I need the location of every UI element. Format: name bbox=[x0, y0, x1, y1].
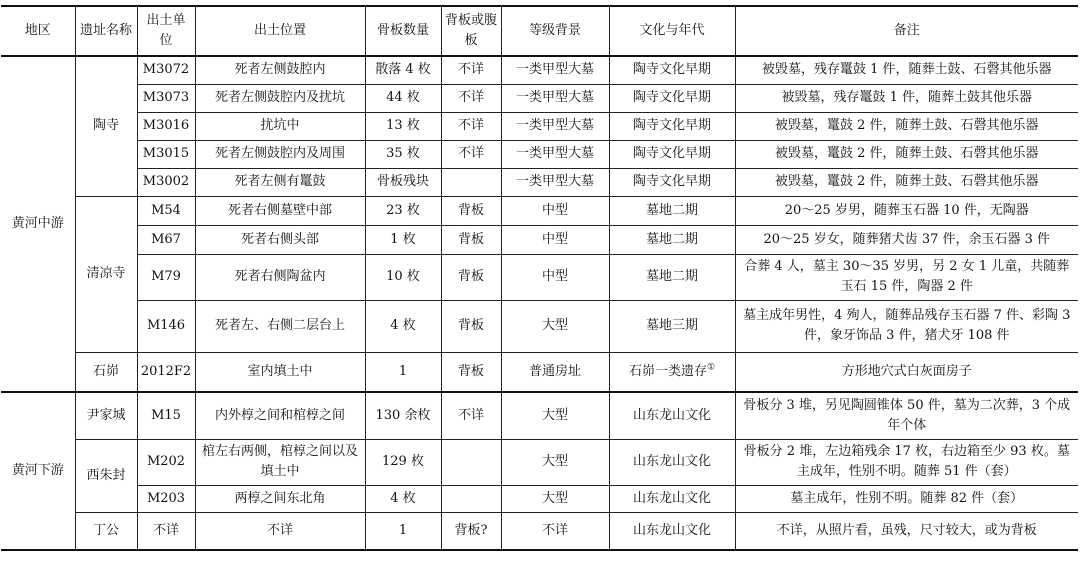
notes-cell bbox=[735, 392, 1078, 439]
table-row bbox=[1, 225, 1078, 254]
table-row bbox=[1, 196, 1078, 225]
plate-type-cell bbox=[441, 485, 501, 512]
culture-cell-text: 陶寺文化早期 bbox=[632, 174, 711, 189]
table-body bbox=[1, 56, 1078, 550]
table-row bbox=[1, 352, 1078, 392]
position-cell bbox=[195, 196, 365, 225]
region-cell: 黄河中游 bbox=[1, 56, 75, 392]
unit-cell-text: M15 bbox=[151, 407, 181, 423]
grade-cell bbox=[501, 485, 609, 512]
culture-cell-text: 墓地三期 bbox=[645, 318, 698, 333]
table-row bbox=[1, 56, 1078, 84]
site-name-cell: 清凉寺 bbox=[75, 196, 137, 352]
plate-type-cell-text: 背板 bbox=[457, 202, 484, 218]
notes-cell bbox=[735, 254, 1078, 300]
position-cell-text: 死者左、右侧二层台上 bbox=[214, 318, 345, 333]
table-row bbox=[1, 485, 1078, 512]
count-cell bbox=[365, 254, 441, 300]
notes-cell-text: 骨板分 2 堆，左边箱残余 17 枚，右边箱至少 93 枚。墓主成年，性别不明。随葬 51 件（套） bbox=[743, 444, 1070, 479]
grade-cell-text: 大型 bbox=[541, 490, 568, 506]
unit-cell bbox=[137, 512, 195, 550]
position-cell-text: 死者右侧墓壁中部 bbox=[227, 202, 332, 218]
unit-cell-text: M79 bbox=[151, 269, 181, 284]
unit-cell bbox=[137, 254, 195, 300]
notes-cell-text: 被毁墓，残存鼍鼓 1 件，随葬土鼓其他乐器 bbox=[781, 90, 1033, 105]
culture-cell bbox=[609, 352, 735, 392]
notes-cell-text: 被毁墓，鼍鼓 2 件，随葬土鼓、石磬其他乐器 bbox=[774, 174, 1039, 189]
grade-cell-text: 一类甲型大墓 bbox=[515, 146, 594, 161]
unit-cell bbox=[137, 392, 195, 439]
count-cell-text: 4 枚 bbox=[390, 490, 416, 506]
plate-type-cell bbox=[441, 439, 501, 485]
position-cell bbox=[195, 352, 365, 392]
position-cell bbox=[195, 512, 365, 550]
notes-cell-text: 被毁墓，鼍鼓 2 件，随葬土鼓、石磬其他乐器 bbox=[774, 146, 1039, 161]
plate-type-cell-text: 不详 bbox=[457, 62, 484, 78]
culture-cell-text: 山东龙山文化 bbox=[632, 490, 711, 506]
site-name-cell: 尹家城 bbox=[75, 392, 137, 439]
count-cell-text: 35 枚 bbox=[386, 146, 420, 161]
notes-cell bbox=[735, 112, 1078, 140]
count-cell bbox=[365, 512, 441, 550]
header-region: 地区 bbox=[1, 6, 75, 56]
culture-cell-text: 陶寺文化早期 bbox=[632, 62, 711, 78]
count-cell-text: 骨板残块 bbox=[376, 174, 429, 189]
notes-cell-text: 20～25 岁女，随葬猪犬齿 37 件，余玉石器 3 件 bbox=[763, 231, 1051, 247]
grade-cell bbox=[501, 392, 609, 439]
unit-cell bbox=[137, 112, 195, 140]
notes-cell-text: 被毁墓，残存鼍鼓 1 件，随葬土鼓、石磬其他乐器 bbox=[761, 62, 1052, 78]
plate-type-cell-text: 背板 bbox=[457, 231, 484, 247]
grade-cell-text: 一类甲型大墓 bbox=[515, 90, 594, 105]
count-cell bbox=[365, 439, 441, 485]
count-cell bbox=[365, 56, 441, 84]
grade-cell-text: 中型 bbox=[541, 231, 568, 247]
plate-type-cell-text: 不详 bbox=[457, 407, 484, 423]
table-row bbox=[1, 512, 1078, 550]
plate-type-cell-text: 不详 bbox=[457, 118, 484, 133]
count-cell bbox=[365, 225, 441, 254]
position-cell bbox=[195, 84, 365, 112]
notes-cell-text: 不详，从照片看，虽残，尺寸较大，或为背板 bbox=[776, 522, 1037, 538]
plate-type-cell bbox=[441, 196, 501, 225]
position-cell bbox=[195, 300, 365, 352]
grade-cell-text: 大型 bbox=[541, 407, 568, 423]
header-position: 出土位置 bbox=[195, 6, 365, 56]
grade-cell bbox=[501, 112, 609, 140]
site-name-cell: 陶寺 bbox=[75, 56, 137, 196]
position-cell bbox=[195, 485, 365, 512]
notes-cell bbox=[735, 485, 1078, 512]
culture-cell-text: 山东龙山文化 bbox=[632, 407, 711, 423]
header-grade: 等级背景 bbox=[501, 6, 609, 56]
unit-cell bbox=[137, 485, 195, 512]
footnote-mark: ① bbox=[706, 362, 716, 373]
unit-cell bbox=[137, 56, 195, 84]
position-cell-text: 死者左侧有鼍鼓 bbox=[234, 174, 326, 189]
count-cell bbox=[365, 196, 441, 225]
unit-cell bbox=[137, 168, 195, 196]
grade-cell bbox=[501, 439, 609, 485]
count-cell-text: 10 枚 bbox=[386, 269, 420, 284]
unit-cell bbox=[137, 439, 195, 485]
count-cell bbox=[365, 352, 441, 392]
plate-type-cell bbox=[441, 225, 501, 254]
grade-cell bbox=[501, 196, 609, 225]
culture-cell-text: 墓地二期 bbox=[645, 202, 698, 218]
unit-cell-text: M67 bbox=[151, 231, 181, 247]
unit-cell bbox=[137, 300, 195, 352]
notes-cell bbox=[735, 352, 1078, 392]
header-unit: 出土单位 bbox=[137, 6, 195, 56]
culture-cell bbox=[609, 196, 735, 225]
position-cell-text: 室内填土中 bbox=[247, 363, 313, 379]
unit-cell bbox=[137, 140, 195, 168]
grade-cell-text: 大型 bbox=[541, 318, 568, 333]
position-cell-text: 两椁之间东北角 bbox=[234, 490, 326, 506]
plate-type-cell-text: 背板 bbox=[457, 269, 484, 284]
position-cell bbox=[195, 168, 365, 196]
culture-cell-text: 山东龙山文化 bbox=[632, 522, 711, 538]
position-cell bbox=[195, 254, 365, 300]
notes-cell-text: 20～25 岁男，随葬玉石器 10 件，无陶器 bbox=[784, 202, 1029, 218]
culture-cell bbox=[609, 439, 735, 485]
table-row bbox=[1, 84, 1078, 112]
culture-cell-text: 陶寺文化早期 bbox=[632, 90, 711, 105]
culture-cell-text: 石峁一类遗存 bbox=[628, 363, 707, 379]
count-cell bbox=[365, 300, 441, 352]
notes-cell bbox=[735, 168, 1078, 196]
grade-cell bbox=[501, 225, 609, 254]
grade-cell-text: 大型 bbox=[541, 454, 568, 469]
grade-cell bbox=[501, 56, 609, 84]
count-cell bbox=[365, 140, 441, 168]
culture-cell bbox=[609, 512, 735, 550]
table-header bbox=[1, 6, 1078, 56]
unit-cell bbox=[137, 352, 195, 392]
notes-cell bbox=[735, 439, 1078, 485]
plate-type-cell-text: 背板 bbox=[457, 318, 484, 333]
unit-cell-text: M146 bbox=[146, 318, 186, 333]
count-cell-text: 1 bbox=[398, 363, 408, 379]
unit-cell-text: M202 bbox=[146, 454, 186, 469]
position-cell bbox=[195, 140, 365, 168]
grade-cell-text: 一类甲型大墓 bbox=[515, 62, 594, 78]
culture-cell bbox=[609, 300, 735, 352]
site-name-cell: 石峁 bbox=[75, 352, 137, 392]
grade-cell bbox=[501, 300, 609, 352]
table-row bbox=[1, 140, 1078, 168]
culture-cell bbox=[609, 225, 735, 254]
notes-cell-text: 骨板分 3 堆，另见陶圆锥体 50 件，墓为二次葬，3 个成年个体 bbox=[743, 397, 1071, 433]
header-plate-type: 背板或腹板 bbox=[441, 6, 501, 56]
notes-cell-text: 方形地穴式白灰面房子 bbox=[841, 363, 972, 379]
culture-cell-text: 墓地二期 bbox=[645, 269, 698, 284]
plate-type-cell bbox=[441, 512, 501, 550]
position-cell-text: 内外椁之间和棺椁之间 bbox=[214, 407, 345, 423]
culture-cell bbox=[609, 254, 735, 300]
culture-cell-text: 山东龙山文化 bbox=[632, 454, 711, 469]
grade-cell-text: 不详 bbox=[541, 522, 568, 538]
plate-type-cell-text: 背板 bbox=[457, 363, 484, 379]
unit-cell-text: M203 bbox=[146, 490, 186, 506]
position-cell-text: 扰坑中 bbox=[260, 118, 300, 133]
count-cell bbox=[365, 112, 441, 140]
grade-cell-text: 一类甲型大墓 bbox=[515, 118, 594, 133]
plate-type-cell bbox=[441, 84, 501, 112]
position-cell bbox=[195, 392, 365, 439]
count-cell-text: 1 枚 bbox=[390, 231, 416, 247]
count-cell-text: 13 枚 bbox=[386, 118, 420, 133]
culture-cell bbox=[609, 84, 735, 112]
culture-cell bbox=[609, 168, 735, 196]
culture-cell bbox=[609, 485, 735, 512]
position-cell-text: 死者左侧鼓腔内及周围 bbox=[214, 146, 345, 161]
culture-cell bbox=[609, 56, 735, 84]
unit-cell-text: M3002 bbox=[142, 174, 190, 189]
notes-cell-text: 被毁墓，鼍鼓 2 件，随葬土鼓、石磬其他乐器 bbox=[774, 118, 1039, 133]
notes-cell bbox=[735, 84, 1078, 112]
notes-cell bbox=[735, 196, 1078, 225]
culture-cell-text: 墓地二期 bbox=[645, 231, 698, 247]
culture-cell-text: 陶寺文化早期 bbox=[632, 146, 711, 161]
unit-cell-text: M3072 bbox=[142, 62, 190, 78]
site-name-cell: 西朱封 bbox=[75, 439, 137, 512]
count-cell-text: 130 余枚 bbox=[375, 407, 431, 423]
position-cell bbox=[195, 439, 365, 485]
table-row bbox=[1, 439, 1078, 485]
grade-cell-text: 普通房址 bbox=[528, 363, 581, 379]
count-cell-text: 4 枚 bbox=[390, 318, 416, 333]
grade-cell-text: 中型 bbox=[541, 202, 568, 218]
position-cell-text: 死者右侧陶盆内 bbox=[234, 269, 326, 284]
count-cell-text: 23 枚 bbox=[386, 202, 420, 218]
culture-cell-text: 陶寺文化早期 bbox=[632, 118, 711, 133]
notes-cell bbox=[735, 300, 1078, 352]
count-cell bbox=[365, 485, 441, 512]
grade-cell-text: 中型 bbox=[541, 269, 568, 284]
notes-cell-text: 合葬 4 人，墓主 30～35 岁男，另 2 女 1 儿童，共随葬玉石 15 件，陶器 2 件 bbox=[744, 259, 1070, 294]
plate-type-cell bbox=[441, 112, 501, 140]
position-cell-text: 死者右侧头部 bbox=[240, 231, 319, 247]
unit-cell-text: 2012F2 bbox=[140, 363, 192, 379]
grade-cell bbox=[501, 84, 609, 112]
unit-cell-text: M3015 bbox=[142, 146, 190, 161]
table-row bbox=[1, 254, 1078, 300]
region-cell: 黄河下游 bbox=[1, 392, 75, 550]
plate-type-cell-text: 不详 bbox=[457, 146, 484, 161]
count-cell bbox=[365, 84, 441, 112]
position-cell-text: 死者左侧鼓腔内及扰坑 bbox=[214, 90, 345, 105]
notes-cell-text: 墓主成年男性，4 殉人，随葬品残存玉石器 7 件、彩陶 3 件，象牙饰品 3 件，猪犬牙 108 件 bbox=[743, 308, 1071, 343]
count-cell-text: 129 枚 bbox=[382, 454, 424, 469]
header-notes: 备注 bbox=[735, 6, 1078, 56]
plate-type-cell bbox=[441, 352, 501, 392]
plate-type-cell bbox=[441, 254, 501, 300]
position-cell bbox=[195, 225, 365, 254]
notes-cell bbox=[735, 512, 1078, 550]
plate-type-cell bbox=[441, 392, 501, 439]
unit-cell bbox=[137, 84, 195, 112]
position-cell bbox=[195, 56, 365, 84]
count-cell bbox=[365, 392, 441, 439]
position-cell-text: 不详 bbox=[266, 522, 293, 538]
notes-cell bbox=[735, 56, 1078, 84]
position-cell-text: 死者左侧鼓腔内 bbox=[234, 62, 326, 78]
unit-cell bbox=[137, 225, 195, 254]
plate-type-cell bbox=[441, 168, 501, 196]
table-row bbox=[1, 168, 1078, 196]
notes-cell bbox=[735, 225, 1078, 254]
plate-type-cell-text: 背板? bbox=[454, 522, 488, 538]
header-culture: 文化与年代 bbox=[609, 6, 735, 56]
site-name-cell: 丁公 bbox=[75, 512, 137, 550]
plate-type-cell-text: 不详 bbox=[457, 90, 484, 105]
unit-cell-text: M3073 bbox=[142, 90, 190, 105]
plate-type-cell bbox=[441, 140, 501, 168]
position-cell-text: 棺左右两侧，棺椁之间以及填土中 bbox=[201, 444, 358, 479]
culture-cell bbox=[609, 140, 735, 168]
grade-cell bbox=[501, 254, 609, 300]
culture-cell bbox=[609, 112, 735, 140]
culture-cell bbox=[609, 392, 735, 439]
table-row bbox=[1, 392, 1078, 439]
grade-cell bbox=[501, 352, 609, 392]
count-cell-text: 散落 4 枚 bbox=[375, 62, 431, 78]
header-count: 骨板数量 bbox=[365, 6, 441, 56]
notes-cell-text: 墓主成年，性别不明。随葬 82 件（套） bbox=[790, 490, 1024, 506]
unit-cell-text: M3016 bbox=[142, 118, 190, 133]
unit-cell-text: M54 bbox=[151, 202, 181, 218]
grade-cell bbox=[501, 140, 609, 168]
plate-type-cell bbox=[441, 56, 501, 84]
table-row bbox=[1, 300, 1078, 352]
table-row bbox=[1, 112, 1078, 140]
header-site-name: 遗址名称 bbox=[75, 6, 137, 56]
count-cell-text: 1 bbox=[398, 522, 408, 538]
notes-cell bbox=[735, 140, 1078, 168]
unit-cell-text: 不详 bbox=[152, 522, 179, 538]
count-cell-text: 44 枚 bbox=[386, 90, 420, 105]
plate-type-cell bbox=[441, 300, 501, 352]
grade-cell-text: 一类甲型大墓 bbox=[515, 174, 594, 189]
grade-cell bbox=[501, 512, 609, 550]
grade-cell bbox=[501, 168, 609, 196]
count-cell bbox=[365, 168, 441, 196]
bone-plate-table bbox=[1, 5, 1078, 551]
position-cell bbox=[195, 112, 365, 140]
unit-cell bbox=[137, 196, 195, 225]
